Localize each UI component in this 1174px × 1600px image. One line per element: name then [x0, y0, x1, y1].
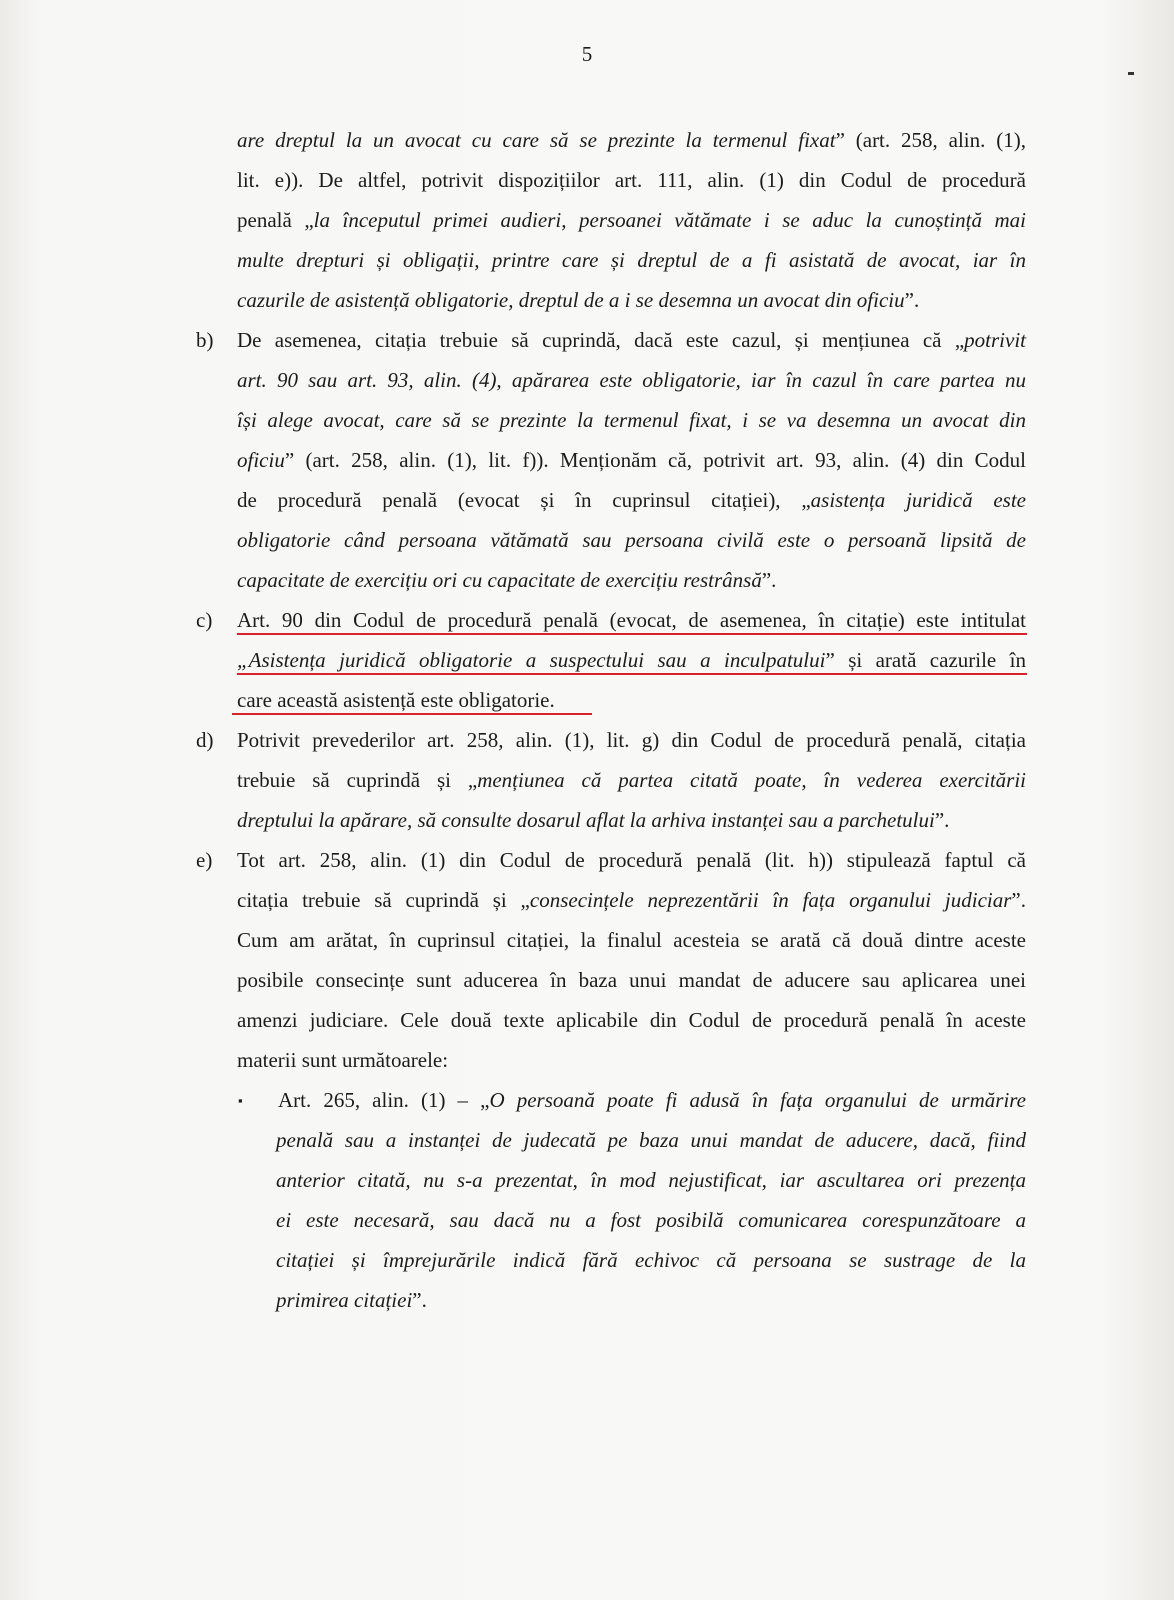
text-line: cazurile de asistență obligatorie, dreptul de a i se desemna un avocat din oficiu”.	[237, 288, 920, 312]
text-line: lit. e)). De altfel, potrivit dispozițiilor art. 111, alin. (1) din Codul de procedură	[237, 168, 1026, 192]
text-line: amenzi judiciare. Cele două texte aplicabile din Codul de procedură penală în aceste	[237, 1008, 1026, 1032]
list-item-e: e) Tot art. 258, alin. (1) din Codul de procedură penală (lit. h)) stipulează faptul că	[196, 840, 1026, 880]
text-line: ei este necesară, sau dacă nu a fost posibilă comunicarea corespunzătoare a	[276, 1208, 1026, 1232]
list-item-d: d) Potrivit prevederilor art. 258, alin. (1), lit. g) din Codul de procedură penală, citația	[196, 720, 1026, 760]
text-line: materii sunt următoarele:	[237, 1048, 449, 1072]
page-number: 5	[581, 42, 593, 66]
red-underline	[237, 633, 1027, 635]
text-line: capacitate de exercițiu ori cu capacitate de exercițiu restrânsă”.	[237, 568, 777, 592]
red-underline	[237, 673, 1027, 675]
text-line: penală sau a instanței de judecată pe baza unui mandat de aducere, dacă, fiind	[276, 1128, 1026, 1152]
text-line: care această asistență este obligatorie.	[237, 688, 555, 712]
text-line: multe drepturi și obligații, printre care și dreptul de a fi asistată de avocat, iar în	[237, 248, 1026, 272]
bullet-item: ▪ Art. 265, alin. (1) – „O persoană poate fi adusă în fața organului de urmărire	[196, 1080, 1026, 1120]
text-line: posibile consecințe sunt aducerea în baza unui mandat de aducere sau aplicarea unei	[237, 968, 1026, 992]
text-line: trebuie să cuprindă și „mențiunea că partea citată poate, în vederea exercitării	[237, 768, 1027, 792]
text-line: „Asistența juridică obligatorie a suspectului sau a inculpatului” și arată cazurile în	[237, 648, 1026, 672]
text-line: oficiu” (art. 258, alin. (1), lit. f)). Menționăm că, potrivit art. 93, alin. (4) din Codul	[237, 448, 1026, 472]
item-label: e)	[196, 848, 213, 872]
text-line: citației și împrejurările indică fără echivoc că persoana se sustrage de la	[276, 1248, 1026, 1272]
scan-speck	[1128, 72, 1134, 75]
body-text	[196, 120, 1026, 1320]
item-label: b)	[196, 328, 214, 352]
text-line: are dreptul la un avocat cu care să se prezinte la termenul fixat” (art. 258, alin. (1),	[237, 128, 1026, 152]
text-line: anterior citată, nu s-a prezentat, în mod nejustificat, iar ascultarea ori prezența	[276, 1168, 1026, 1192]
text-line: penală „la începutul primei audieri, persoanei vătămate i se aduc la cunoștință mai	[237, 208, 1026, 232]
text-line: de procedură penală (evocat și în cuprinsul citației), „asistența juridică este	[237, 488, 1026, 512]
text-line: Cum am arătat, în cuprinsul citației, la finalul acesteia se arată că două dintre aceste	[237, 928, 1026, 952]
text-line: dreptului la apărare, să consulte dosarul aflat la arhiva instanței sau a parchetului”.	[237, 808, 950, 832]
item-label: d)	[196, 728, 214, 752]
item-label: c)	[196, 608, 213, 632]
text-line: obligatorie când persoana vătămată sau persoana civilă este o persoană lipsită de	[237, 528, 1026, 552]
text-line: primirea citației”.	[276, 1288, 427, 1312]
list-item-c: c) Art. 90 din Codul de procedură penală (evocat, de asemenea, în citație) este intitulat	[196, 600, 1026, 640]
bullet-icon: ▪	[238, 1093, 243, 1108]
text-line: își alege avocat, care să se prezinte la termenul fixat, i se va desemna un avocat din	[237, 408, 1026, 432]
text-line: art. 90 sau art. 93, alin. (4), apărarea este obligatorie, iar în cazul în care partea nu	[237, 368, 1026, 392]
list-item-b: b) De asemenea, citația trebuie să cuprindă, dacă este cazul, și mențiunea că „potrivit	[196, 320, 1026, 360]
text-line: citația trebuie să cuprindă și „consecințele neprezentării în fața organului judiciar”.	[237, 888, 1026, 912]
red-underline	[232, 713, 592, 715]
